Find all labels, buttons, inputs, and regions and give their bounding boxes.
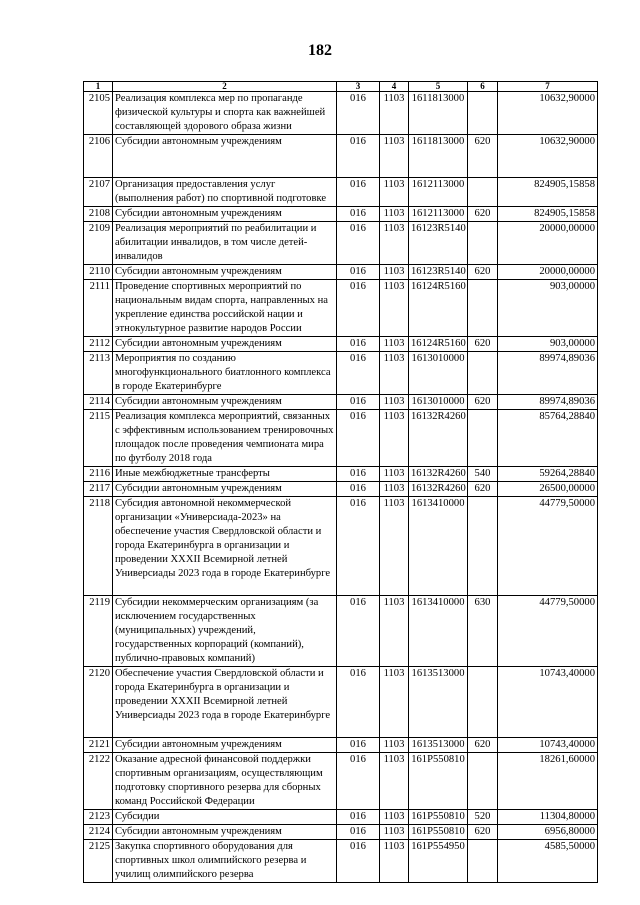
row-target-code: 16132R4260 <box>409 482 468 497</box>
row-amount: 6956,80000 <box>498 825 598 840</box>
row-target-code: 1613010000 <box>409 352 468 395</box>
row-name: Субсидии <box>113 810 337 825</box>
table-row <box>84 825 598 840</box>
row-expense-type: 620 <box>468 207 498 222</box>
column-header-row <box>84 82 598 92</box>
row-section-code: 1103 <box>380 738 409 753</box>
row-amount: 44779,50000 <box>498 497 598 596</box>
row-number: 2109 <box>84 222 113 265</box>
row-ministry-code: 016 <box>337 135 380 178</box>
row-amount: 18261,60000 <box>498 753 598 810</box>
row-ministry-code: 016 <box>337 467 380 482</box>
table-row <box>84 482 598 497</box>
row-ministry-code: 016 <box>337 738 380 753</box>
row-name: Организация предоставления услуг (выполнения работ) по спортивной подготовке <box>113 178 337 207</box>
row-name: Субсидии автономным учреждениям <box>113 135 337 178</box>
row-amount: 11304,80000 <box>498 810 598 825</box>
row-name: Субсидии автономным учреждениям <box>113 825 337 840</box>
row-amount: 59264,28840 <box>498 467 598 482</box>
row-amount: 824905,15858 <box>498 178 598 207</box>
table-body <box>84 92 598 883</box>
table-row <box>84 497 598 596</box>
row-expense-type <box>468 497 498 596</box>
row-number: 2117 <box>84 482 113 497</box>
row-ministry-code: 016 <box>337 207 380 222</box>
row-expense-type <box>468 753 498 810</box>
table-row <box>84 265 598 280</box>
row-target-code: 1613513000 <box>409 667 468 738</box>
row-name: Оказание адресной финансовой поддержки спортивным организациям, осуществляющим подготовку спортивного резерва для сборных команд Российской Федерации <box>113 753 337 810</box>
row-section-code: 1103 <box>380 410 409 467</box>
row-number: 2121 <box>84 738 113 753</box>
row-section-code: 1103 <box>380 178 409 207</box>
row-section-code: 1103 <box>380 667 409 738</box>
row-section-code: 1103 <box>380 207 409 222</box>
column-header: 1 <box>84 82 113 92</box>
row-ministry-code: 016 <box>337 840 380 883</box>
row-amount: 89974,89036 <box>498 395 598 410</box>
row-name: Иные межбюджетные трансферты <box>113 467 337 482</box>
row-ministry-code: 016 <box>337 92 380 135</box>
row-ministry-code: 016 <box>337 810 380 825</box>
table-row <box>84 395 598 410</box>
row-expense-type: 620 <box>468 337 498 352</box>
row-number: 2108 <box>84 207 113 222</box>
row-name: Закупка спортивного оборудования для спортивных школ олимпийского резерва и училищ олимпийского резерва <box>113 840 337 883</box>
row-ministry-code: 016 <box>337 753 380 810</box>
row-amount: 89974,89036 <box>498 352 598 395</box>
row-ministry-code: 016 <box>337 352 380 395</box>
row-target-code: 16123R5140 <box>409 265 468 280</box>
row-section-code: 1103 <box>380 395 409 410</box>
row-name: Субсидии автономным учреждениям <box>113 207 337 222</box>
row-number: 2118 <box>84 497 113 596</box>
row-number: 2107 <box>84 178 113 207</box>
row-expense-type <box>468 667 498 738</box>
row-expense-type: 520 <box>468 810 498 825</box>
row-section-code: 1103 <box>380 596 409 667</box>
row-amount: 20000,00000 <box>498 265 598 280</box>
table-row <box>84 667 598 738</box>
budget-table <box>83 81 598 883</box>
row-section-code: 1103 <box>380 482 409 497</box>
row-number: 2123 <box>84 810 113 825</box>
row-expense-type <box>468 178 498 207</box>
row-name: Субсидии некоммерческим организациям (за исключением государственных (муниципальных) учреждений, государственных корпораций (компаний), публично-правовых компаний) <box>113 596 337 667</box>
row-expense-type: 620 <box>468 135 498 178</box>
row-section-code: 1103 <box>380 825 409 840</box>
row-amount: 44779,50000 <box>498 596 598 667</box>
table-row <box>84 280 598 337</box>
row-expense-type: 620 <box>468 265 498 280</box>
row-ministry-code: 016 <box>337 667 380 738</box>
row-number: 2122 <box>84 753 113 810</box>
row-ministry-code: 016 <box>337 482 380 497</box>
row-amount: 20000,00000 <box>498 222 598 265</box>
row-amount: 824905,15858 <box>498 207 598 222</box>
row-ministry-code: 016 <box>337 178 380 207</box>
row-number: 2115 <box>84 410 113 467</box>
row-expense-type: 620 <box>468 825 498 840</box>
row-section-code: 1103 <box>380 222 409 265</box>
row-number: 2106 <box>84 135 113 178</box>
table-row <box>84 178 598 207</box>
table-row <box>84 840 598 883</box>
row-section-code: 1103 <box>380 265 409 280</box>
table-row <box>84 596 598 667</box>
column-header: 7 <box>498 82 598 92</box>
row-amount: 10632,90000 <box>498 92 598 135</box>
row-name: Субсидии автономным учреждениям <box>113 265 337 280</box>
row-expense-type <box>468 410 498 467</box>
row-target-code: 16124R5160 <box>409 337 468 352</box>
row-amount: 10743,40000 <box>498 738 598 753</box>
row-target-code: 16124R5160 <box>409 280 468 337</box>
row-number: 2111 <box>84 280 113 337</box>
table-row <box>84 753 598 810</box>
row-name: Субсидии автономным учреждениям <box>113 337 337 352</box>
row-ministry-code: 016 <box>337 410 380 467</box>
row-amount: 903,00000 <box>498 337 598 352</box>
row-name: Субсидии автономным учреждениям <box>113 482 337 497</box>
row-ministry-code: 016 <box>337 497 380 596</box>
row-target-code: 161P550810 <box>409 753 468 810</box>
row-section-code: 1103 <box>380 467 409 482</box>
column-header: 5 <box>409 82 468 92</box>
row-ministry-code: 016 <box>337 222 380 265</box>
row-target-code: 1613410000 <box>409 497 468 596</box>
row-target-code: 1611813000 <box>409 135 468 178</box>
column-header: 6 <box>468 82 498 92</box>
row-target-code: 16123R5140 <box>409 222 468 265</box>
row-amount: 4585,50000 <box>498 840 598 883</box>
row-number: 2105 <box>84 92 113 135</box>
row-ministry-code: 016 <box>337 395 380 410</box>
row-target-code: 1613513000 <box>409 738 468 753</box>
row-target-code: 161P550810 <box>409 825 468 840</box>
row-target-code: 16132R4260 <box>409 410 468 467</box>
row-amount: 10632,90000 <box>498 135 598 178</box>
row-ministry-code: 016 <box>337 280 380 337</box>
row-expense-type <box>468 352 498 395</box>
row-expense-type <box>468 280 498 337</box>
table-row <box>84 222 598 265</box>
row-target-code: 16132R4260 <box>409 467 468 482</box>
row-number: 2124 <box>84 825 113 840</box>
row-number: 2116 <box>84 467 113 482</box>
row-name: Субсидии автономным учреждениям <box>113 738 337 753</box>
row-number: 2110 <box>84 265 113 280</box>
row-name: Обеспечение участия Свердловской области и города Екатеринбурга в организации и проведении XXXII Всемирной летней Универсиады 2023 года в городе Екатеринбурге <box>113 667 337 738</box>
row-name: Мероприятия по созданию многофункционального биатлонного комплекса в городе Екатеринбурге <box>113 352 337 395</box>
table-row <box>84 135 598 178</box>
table-row <box>84 207 598 222</box>
column-header: 4 <box>380 82 409 92</box>
column-header: 2 <box>113 82 337 92</box>
row-target-code: 1613010000 <box>409 395 468 410</box>
row-target-code: 1612113000 <box>409 178 468 207</box>
table-row <box>84 352 598 395</box>
row-amount: 26500,00000 <box>498 482 598 497</box>
row-number: 2125 <box>84 840 113 883</box>
row-expense-type: 540 <box>468 467 498 482</box>
row-name: Проведение спортивных мероприятий по национальным видам спорта, направленных на укрепление единства российской нации и этнокультурное развитие народов России <box>113 280 337 337</box>
row-target-code: 161P554950 <box>409 840 468 883</box>
page-number: 182 <box>308 42 332 59</box>
row-target-code: 1612113000 <box>409 207 468 222</box>
row-expense-type: 620 <box>468 395 498 410</box>
row-expense-type: 620 <box>468 482 498 497</box>
row-number: 2113 <box>84 352 113 395</box>
row-section-code: 1103 <box>380 337 409 352</box>
row-name: Реализация комплекса мер по пропаганде физической культуры и спорта как важнейшей составляющей здорового образа жизни <box>113 92 337 135</box>
row-ministry-code: 016 <box>337 825 380 840</box>
row-amount: 10743,40000 <box>498 667 598 738</box>
row-number: 2119 <box>84 596 113 667</box>
row-ministry-code: 016 <box>337 337 380 352</box>
row-section-code: 1103 <box>380 352 409 395</box>
column-header: 3 <box>337 82 380 92</box>
row-expense-type <box>468 92 498 135</box>
row-number: 2120 <box>84 667 113 738</box>
row-section-code: 1103 <box>380 753 409 810</box>
table-row <box>84 337 598 352</box>
row-expense-type: 620 <box>468 738 498 753</box>
row-section-code: 1103 <box>380 135 409 178</box>
row-ministry-code: 016 <box>337 596 380 667</box>
row-section-code: 1103 <box>380 497 409 596</box>
row-section-code: 1103 <box>380 92 409 135</box>
row-number: 2112 <box>84 337 113 352</box>
table-row <box>84 810 598 825</box>
row-section-code: 1103 <box>380 810 409 825</box>
row-amount: 903,00000 <box>498 280 598 337</box>
row-name: Реализация мероприятий по реабилитации и абилитации инвалидов, в том числе детей-инвалидов <box>113 222 337 265</box>
table-row <box>84 92 598 135</box>
row-section-code: 1103 <box>380 840 409 883</box>
table-row <box>84 467 598 482</box>
row-amount: 85764,28840 <box>498 410 598 467</box>
row-expense-type <box>468 840 498 883</box>
row-target-code: 1611813000 <box>409 92 468 135</box>
row-name: Реализация комплекса мероприятий, связанных с эффективным использованием тренировочных площадок после проведения чемпионата мира по футболу 2018 года <box>113 410 337 467</box>
row-ministry-code: 016 <box>337 265 380 280</box>
row-number: 2114 <box>84 395 113 410</box>
row-name: Субсидия автономной некоммерческой организации «Универсиада-2023» на обеспечение участия Свердловской области и города Екатеринбурга в организации и проведении XXXII Всемирной летней Универсиады 2023 года в городе Екатеринбурге <box>113 497 337 596</box>
row-expense-type: 630 <box>468 596 498 667</box>
row-target-code: 161P550810 <box>409 810 468 825</box>
row-target-code: 1613410000 <box>409 596 468 667</box>
row-expense-type <box>468 222 498 265</box>
row-name: Субсидии автономным учреждениям <box>113 395 337 410</box>
row-section-code: 1103 <box>380 280 409 337</box>
table-row <box>84 738 598 753</box>
table-row <box>84 410 598 467</box>
